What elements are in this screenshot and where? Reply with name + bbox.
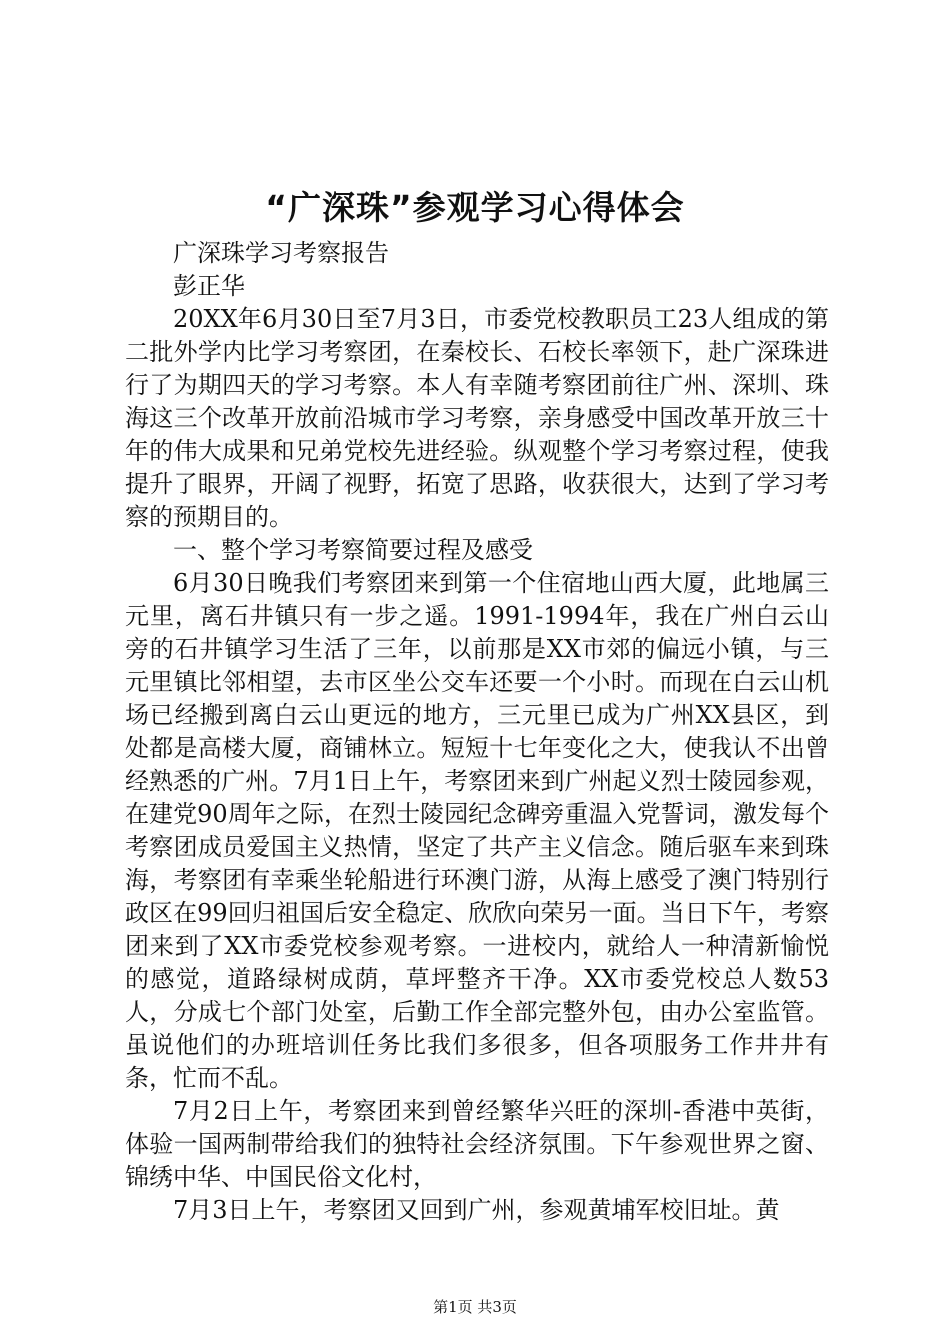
author-name: 彭正华 bbox=[173, 272, 245, 300]
page-footer: 第1页 共3页 bbox=[433, 1298, 517, 1316]
report-subtitle: 广深珠学习考察报告 bbox=[173, 239, 389, 267]
document-title: “广深珠”参观学习心得体会 bbox=[265, 188, 685, 227]
intro-paragraph: 20XX年6月30日至7月3日，市委党校教职员工23人组成的第二批外学内比学习考察团，在秦校长、石校长率领下，赴广深珠进行了为期四天的学习考察。本人有幸随考察团前往广州、深圳、珠海这三个改革开放前沿城市学习考察，亲身感受中国改革开放三十年的伟大成果和兄弟党校先进经验。纵观整个学习考察过程，使我提升了眼界，开阔了视野，拓宽了思路，收获很大，达到了学习考察的预期目的。 bbox=[125, 305, 829, 531]
body-paragraph: 7月2日上午，考察团来到曾经繁华兴旺的深圳-香港中英街，体验一国两制带给我们的独特社会经济氛围。下午参观世界之窗、锦绣中华、中国民俗文化村， bbox=[125, 1097, 829, 1191]
section-heading: 一、整个学习考察简要过程及感受 bbox=[173, 536, 533, 564]
document-body bbox=[125, 237, 829, 1227]
body-paragraph: 6月30日晚我们考察团来到第一个住宿地山西大厦，此地属三元里，离石井镇只有一步之遥。1991-1994年，我在广州白云山旁的石井镇学习生活了三年，以前那是XX市郊的偏远小镇，与三元里镇比邻相望，去市区坐公交车还要一个小时。而现在白云山机场已经搬到离白云山更远的地方，三元里已成为广州XX县区，到处都是高楼大厦，商铺林立。短短十七年变化之大，使我认不出曾经熟悉的广州。7月1日上午，考察团来到广州起义烈士陵园参观，在建党90周年之际，在烈士陵园纪念碑旁重温入党誓词，激发每个考察团成员爱国主义热情，坚定了共产主义信念。随后驱车来到珠海，考察团有幸乘坐轮船进行环澳门游，从海上感受了澳门特别行政区在99回归祖国后安全稳定、欣欣向荣另一面。当日下午，考察团来到了XX市委党校参观考察。一进校内，就给人一种清新愉悦的感觉，道路绿树成荫，草坪整齐干净。XX市委党校总人数53人，分成七个部门处室，后勤工作全部完整外包，由办公室监管。虽说他们的办班培训任务比我们多很多，但各项服务工作井井有条，忙而不乱。 bbox=[125, 569, 829, 1092]
body-paragraph: 7月3日上午，考察团又回到广州，参观黄埔军校旧址。黄 bbox=[173, 1196, 780, 1224]
